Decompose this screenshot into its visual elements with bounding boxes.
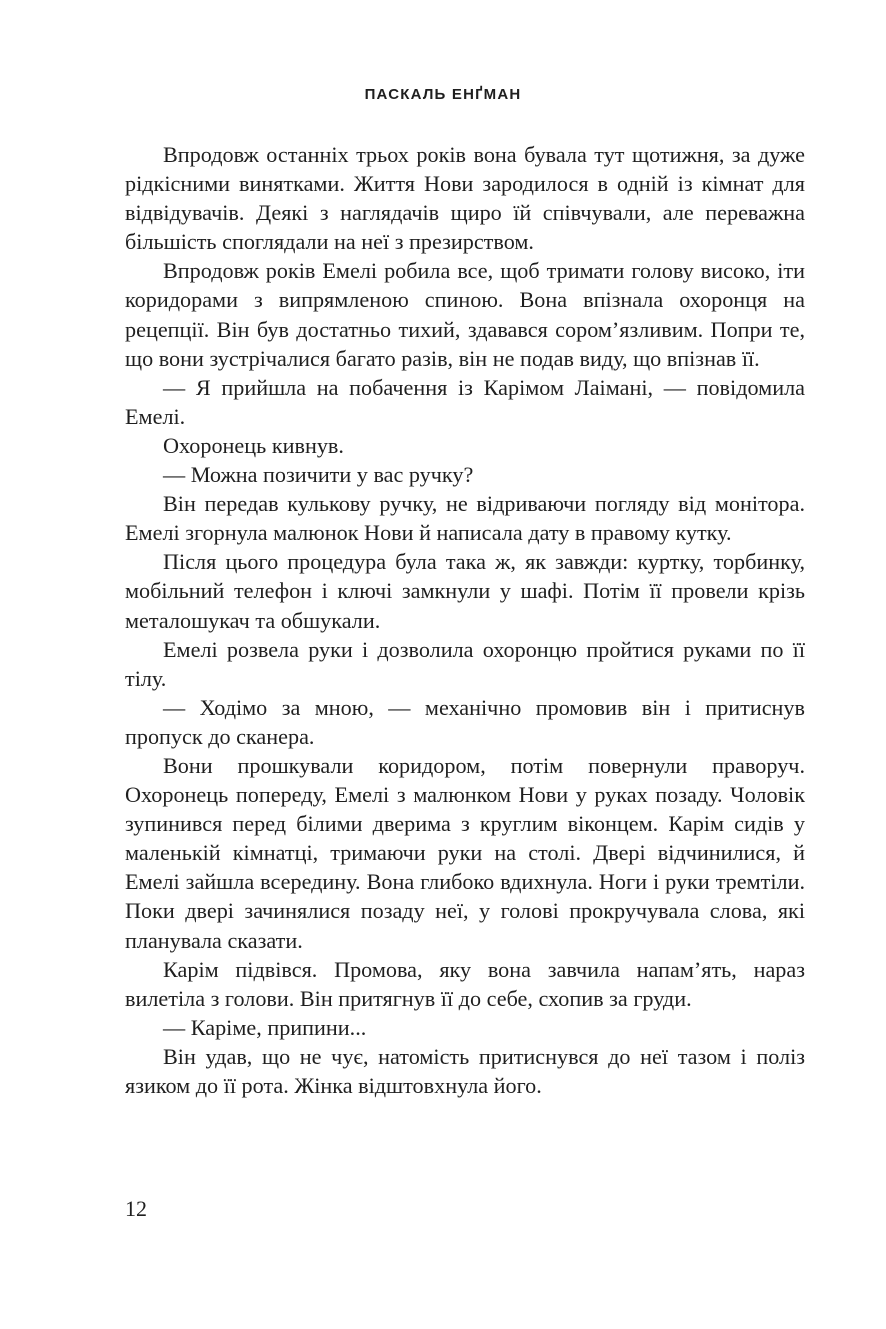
paragraph: Він удав, що не чує, натомість притиснувся до неї тазом і поліз язиком до її рота. Жінка відштовхнула його.: [125, 1043, 805, 1098]
paragraph: Охоронець кивнув.: [163, 432, 344, 458]
dialogue-line: — Ходімо за мною, — механічно промовив він і притиснув пропуск до сканера.: [125, 694, 805, 749]
body-text: [125, 140, 805, 1100]
dialogue-line: — Каріме, припини...: [163, 1014, 367, 1040]
paragraph: Вони прошкували коридором, потім повернули праворуч. Охоронець попереду, Емелі з малюнком Нови у руках позаду. Чоловік зупинився перед білими дверима з круглим віконцем. Карім сидів у маленькій кімнатці, тримаючи руки на столі. Двері відчинилися, й Емелі зайшла всередину. Вона глибоко вдихнула. Ноги і руки тремтіли. Поки двері зачинялися позаду неї, у голові прокручувала слова, які планувала сказати.: [125, 752, 805, 953]
running-header-author: ПАСКАЛЬ ЕНҐМАН: [364, 86, 522, 103]
paragraph: Він передав кулькову ручку, не відриваючи погляду від монітора. Емелі згорнула малюнок Нови й написала дату в правому кутку.: [125, 491, 805, 546]
dialogue-line: — Я прийшла на побачення із Карімом Лаімані, — повідомила Емелі.: [125, 374, 805, 429]
paragraph: Емелі розвела руки і дозволила охоронцю пройтися руками по її тілу.: [125, 636, 805, 691]
paragraph: Карім підвівся. Промова, яку вона завчила напам’ять, нараз вилетіла з голови. Він притягнув її до себе, схопив за груди.: [125, 956, 805, 1011]
page-number: 12: [125, 1196, 147, 1221]
dialogue-line: — Можна позичити у вас ручку?: [163, 462, 474, 488]
paragraph: Впродовж років Емелі робила все, щоб тримати голову високо, іти коридорами з випрямленою спиною. Вона впізнала охоронця на рецепції. Він був достатньо тихий, здавався сором’язливим. Попри те, що вони зустрічалися багато разів, він не подав виду, що впізнав її.: [125, 258, 805, 371]
paragraph: Після цього процедура була така ж, як завжди: куртку, торбинку, мобільний телефон і ключі замкнули у шафі. Потім її провели крізь металошукач та обшукали.: [125, 549, 805, 633]
paragraph: Впродовж останніх трьох років вона бувала тут щотижня, за дуже рідкісними винятками. Життя Нови зародилося в одній із кімнат для відвідувачів. Деякі з наглядачів щиро їй співчували, але переважна більшість споглядали на неї з презирством.: [125, 142, 805, 255]
